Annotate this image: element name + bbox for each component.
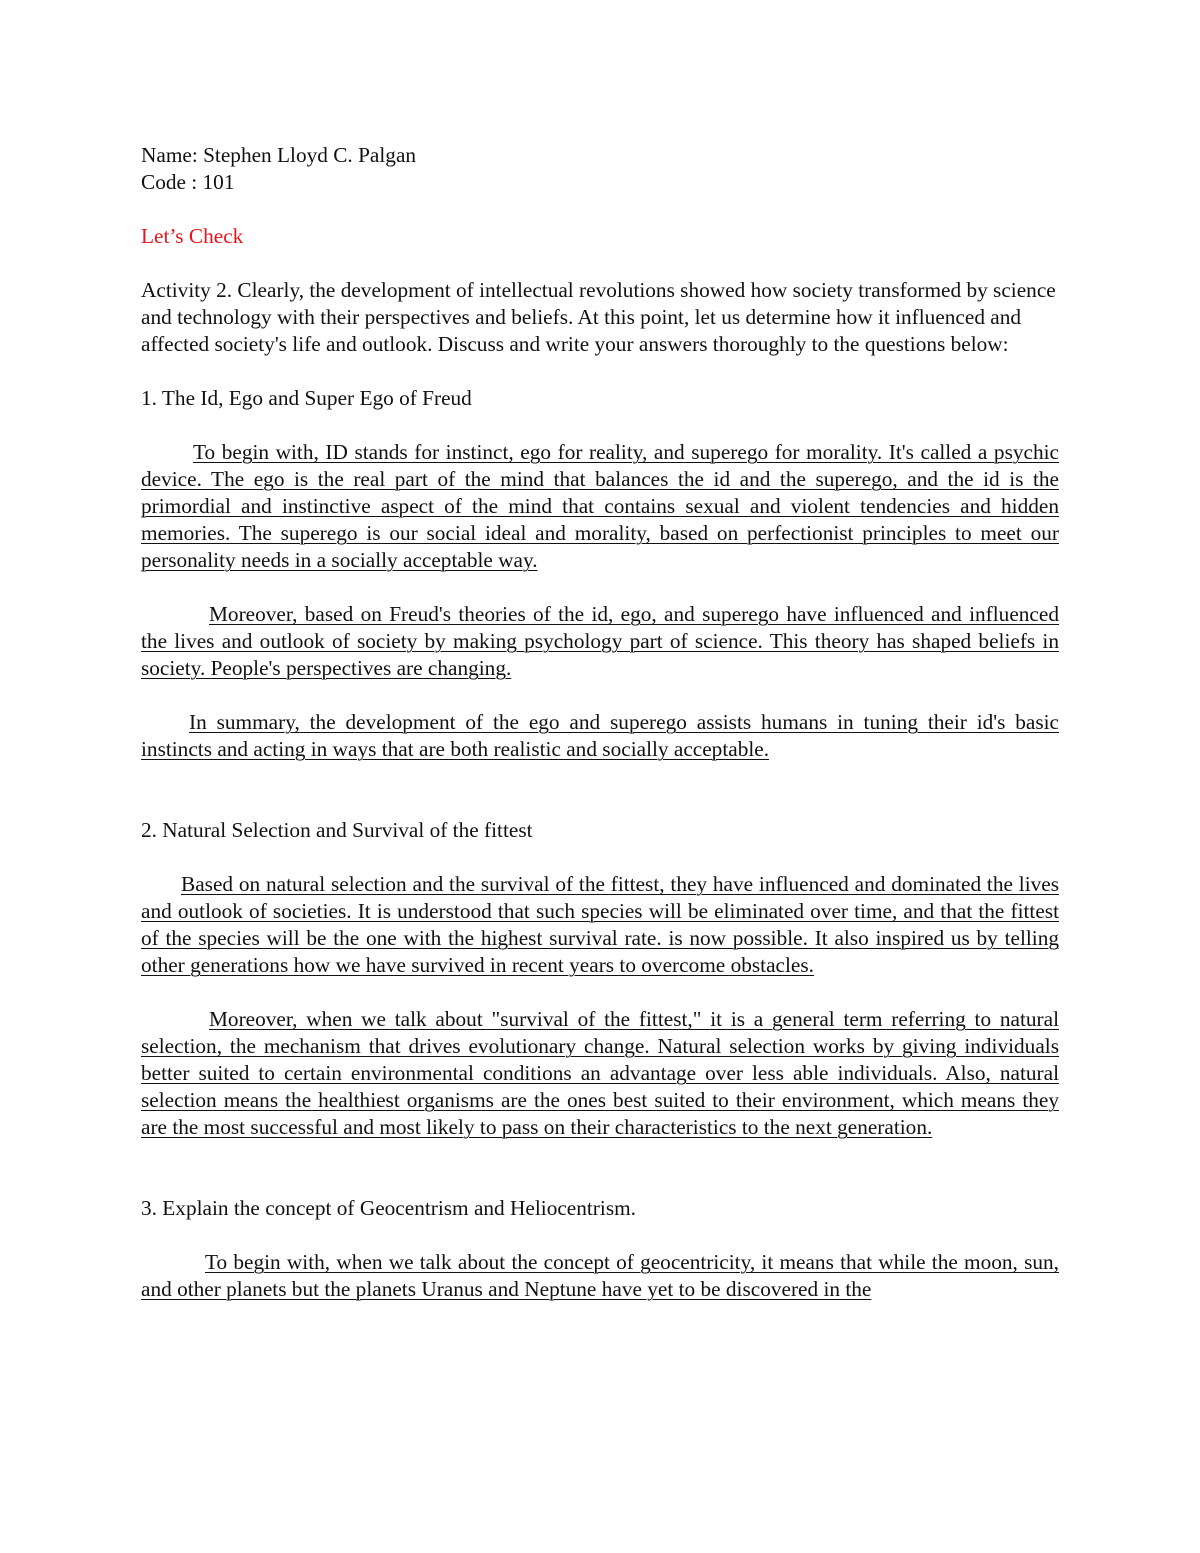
question-1-answer-paragraph-3: In summary, the development of the ego and superego assists humans in tuning their id's basic instincts and acting in ways that are both realistic and socially acceptable. bbox=[141, 710, 1059, 761]
student-code: Code : 101 bbox=[141, 170, 235, 194]
question-3-answer-paragraph-1: To begin with, when we talk about the concept of geocentricity, it means that while the moon, sun, and other planets but the planets Uranus and Neptune have yet to be discovered in the bbox=[141, 1250, 1059, 1301]
section-title: Let’s Check bbox=[141, 224, 244, 248]
activity-instructions: Activity 2. Clearly, the development of intellectual revolutions showed how society transformed by science and technology with their perspectives and beliefs. At this point, let us determine how it influenced and affected society's life and outlook. Discuss and write your answers thoroughly to the questions below: bbox=[141, 278, 1056, 356]
document-page bbox=[141, 142, 1059, 1303]
question-1-answer-paragraph-2: Moreover, based on Freud's theories of the id, ego, and superego have influenced and influenced the lives and outlook of society by making psychology part of science. This theory has shaped beliefs in society. People's perspectives are changing. bbox=[141, 602, 1059, 680]
student-name: Name: Stephen Lloyd C. Palgan bbox=[141, 143, 417, 167]
question-2-answer-paragraph-1: Based on natural selection and the survival of the fittest, they have influenced and dominated the lives and outlook of societies. It is understood that such species will be eliminated over time, and that the fittest of the species will be the one with the highest survival rate. is now possible. It also inspired us by telling other generations how we have survived in recent years to overcome obstacles. bbox=[141, 872, 1059, 977]
question-3-title: 3. Explain the concept of Geocentrism and Heliocentrism. bbox=[141, 1196, 636, 1220]
question-2-title: 2. Natural Selection and Survival of the fittest bbox=[141, 818, 533, 842]
question-1-title: 1. The Id, Ego and Super Ego of Freud bbox=[141, 386, 472, 410]
question-1-answer-paragraph-1: To begin with, ID stands for instinct, ego for reality, and superego for morality. It's called a psychic device. The ego is the real part of the mind that balances the id and the superego, and the id is the primordial and instinctive aspect of the mind that contains sexual and violent tendencies and hidden memories. The superego is our social ideal and morality, based on perfectionist principles to meet our personality needs in a socially acceptable way. bbox=[141, 440, 1059, 572]
question-2-answer-paragraph-2: Moreover, when we talk about "survival of the fittest," it is a general term referring to natural selection, the mechanism that drives evolutionary change. Natural selection works by giving individuals better suited to certain environmental conditions an advantage over less able individuals. Also, natural selection means the healthiest organisms are the ones best suited to their environment, which means they are the most successful and most likely to pass on their characteristics to the next generation. bbox=[141, 1007, 1059, 1139]
